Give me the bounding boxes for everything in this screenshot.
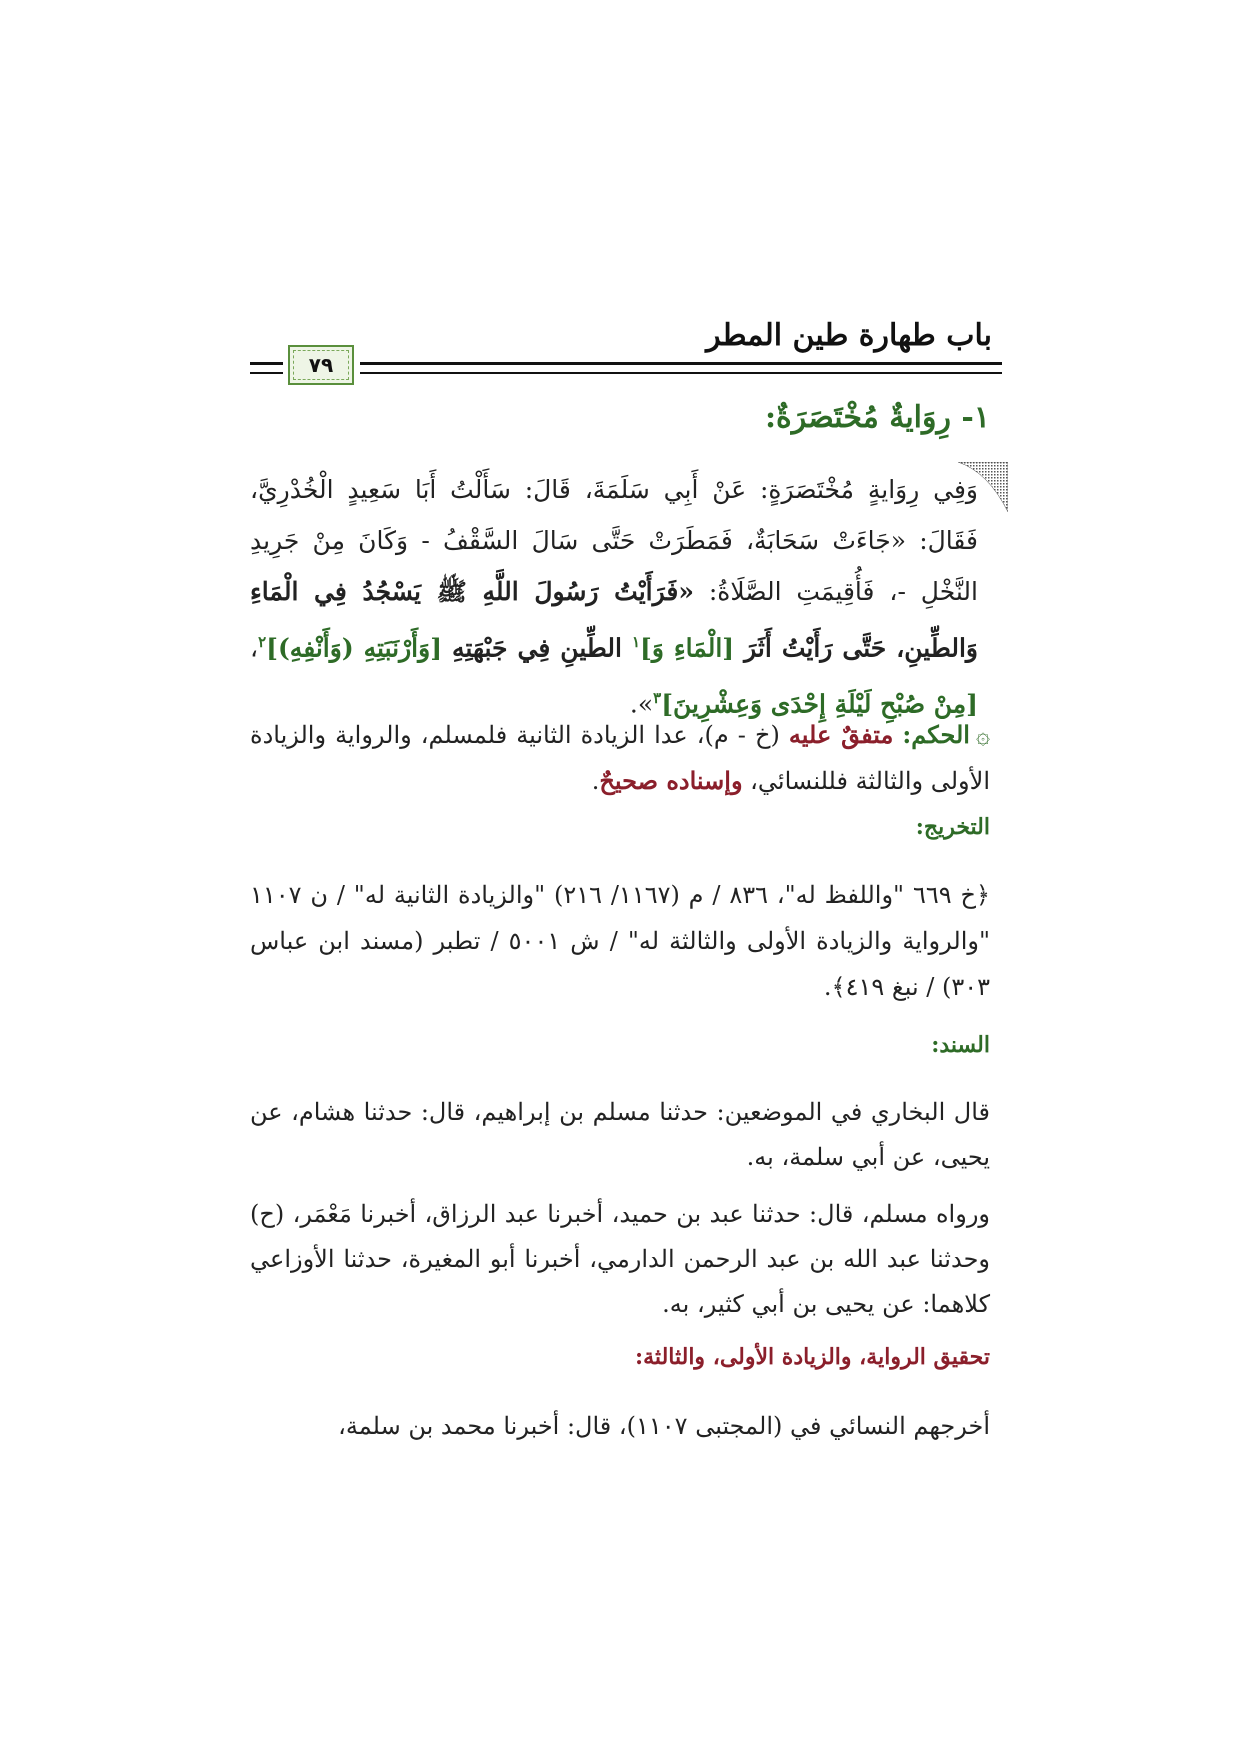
hadith-matn-cont: الطِّينِ فِي جَبْهَتِهِ (442, 633, 632, 663)
page-number: ٧٩ (308, 353, 334, 377)
ruling-label: الحكم: (902, 720, 970, 749)
addition-1: [الْمَاءِ وَ] (640, 633, 735, 663)
addition-2: [وَأَرْنَبَتِهِ (وَأَنْفِهِ)] (266, 633, 443, 663)
chapter-title: باب طهارة طين المطر (706, 318, 992, 353)
isnad-verdict: وإسناده صحيحٌ (599, 766, 743, 795)
sanad-paragraph-1: قال البخاري في الموضعين: حدثنا مسلم بن إبراهيم، قال: حدثنا هشام، عن يحيى، عن أبي سلمة، به. (250, 1098, 990, 1171)
header-rule (250, 362, 283, 365)
header-rule (250, 372, 283, 374)
footnote-marker: ١ (631, 633, 641, 651)
page-number-frame (288, 345, 354, 385)
ruling-verdict: متفقٌ عليه (788, 720, 894, 749)
tahqiq-heading: تحقيق الرواية، والزيادة الأولى، والثالثة: (635, 1344, 990, 1370)
section-heading: ١- رِوَايةٌ مُخْتَصَرَةٌ: (764, 400, 990, 435)
footnote-marker: ٣ (653, 689, 662, 708)
ruling-text: (خ - م)، عدا الزيادة الثانية فلمسلم، والرواية والزيادة الأولى والثالثة فللنسائي، (250, 721, 990, 795)
takhrij-text: ﴿خ ٦٦٩ "واللفظ له"، ٨٣٦ / م (١١٦٧/ ٢١٦) "والزيادة الثانية له" / ن ١١٠٧ "والرواية والزيادة الأولى والثالثة له" / ش ٥٠٠١ / تطبر (مسند ابن عباس ٣٠٣) / نبغ ٤١٩﴾. (250, 881, 991, 1001)
separator: ، (250, 633, 259, 663)
ruling-paragraph (250, 712, 990, 804)
addition-3: [مِنْ صُبْحِ لَيْلَةِ إِحْدَى وَعِشْرِينَ] (661, 689, 978, 719)
ruling-end: . (591, 767, 600, 795)
footnote-marker: ٢ (258, 633, 267, 651)
hadith-matn: «فَرَأَيْتُ رَسُولَ اللَّهِ ﷺ يَسْجُدُ فِي الْمَاءِ وَالطِّينِ، حَتَّى رَأَيْتُ أَثَرَ (250, 577, 978, 663)
sanad-heading: السند: (931, 1032, 990, 1058)
takhrij-heading: التخريج: (915, 814, 990, 840)
header-rule (360, 372, 1002, 374)
hadith-end: ». (629, 689, 654, 719)
sanad-paragraph-2: ورواه مسلم، قال: حدثنا عبد بن حميد، أخبرنا عبد الرزاق، أخبرنا مَعْمَر، (ح) وحدثنا عبد الله بن عبد الرحمن الدارمي، أخبرنا أبو المغيرة، حدثنا الأوزاعي كلاهما: عن يحيى بن أبي كثير، به. (250, 1200, 990, 1318)
tahqiq-paragraph: أخرجهم النسائي في (المجتبى ١١٠٧)، قال: أخبرنا محمد بن سلمة، (338, 1412, 990, 1440)
header-rule (360, 362, 1002, 365)
hadith-intro: وَفِي رِوَايةٍ مُخْتَصَرَةٍ: عَنْ أَبِي سَلَمَةَ، قَالَ: سَأَلْتُ أَبَا سَعِيدٍ الْخُدْرِيَّ، فَقَالَ: «جَاءَتْ سَحَابَةٌ، فَمَطَرَتْ حَتَّى سَالَ السَّقْفُ - وَكَانَ مِنْ جَرِيدِ النَّخْلِ -، فَأُقِيمَتِ الصَّلَاةُ: (250, 475, 978, 606)
hadith-text (250, 464, 978, 730)
ornament-icon: ۞ (975, 721, 991, 749)
